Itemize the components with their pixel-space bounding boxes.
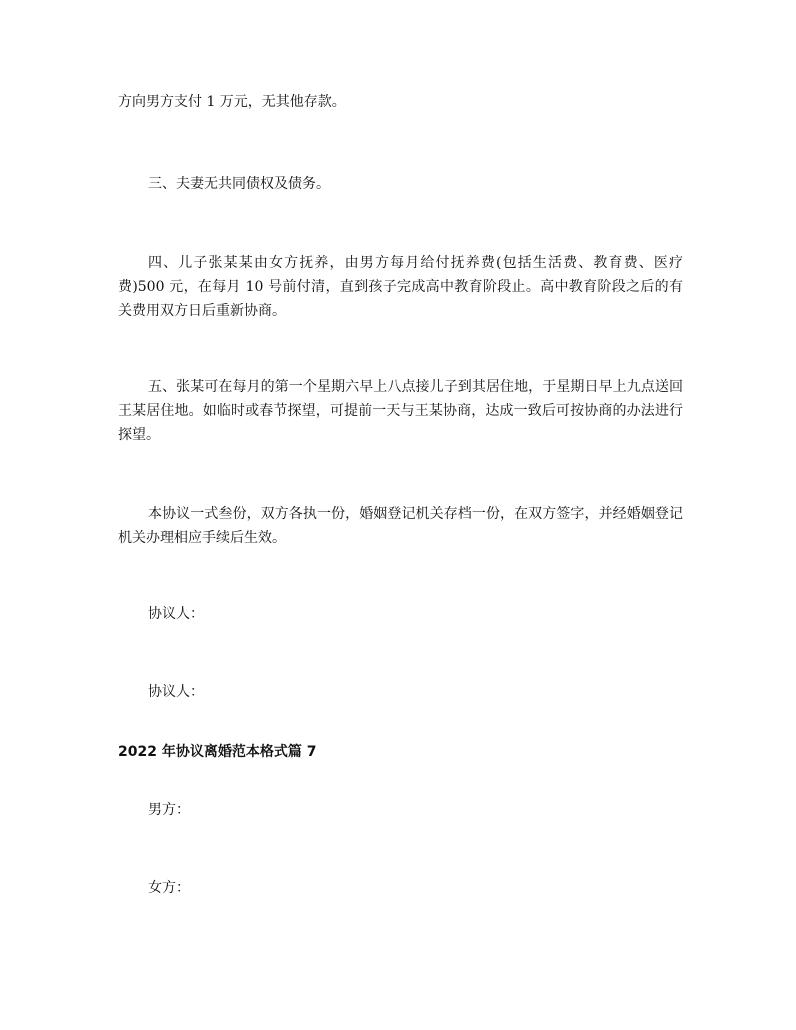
female-party-label: 女方： — [148, 880, 190, 896]
paragraph-clause-five: 五、张某可在每月的第一个星期六早上八点接儿子到其居住地，于星期日早上九点送回王某居住地。如临时或春节探望，可提前一天与王某协商，达成一致后可按协商的办法进行探望。 — [118, 379, 683, 443]
paragraph-clause-three: 三、夫妻无共同债权及债务。 — [148, 176, 330, 192]
signer-label-2: 协议人： — [148, 684, 204, 700]
paragraph-continuation: 方向男方支付 1 万元，无其他存款。 — [118, 94, 346, 110]
male-party-label: 男方： — [148, 802, 190, 818]
paragraph-clause-four: 四、儿子张某某由女方抚养，由男方每月给付抚养费(包括生活费、教育费、医疗费)500 元，在每月 10 号前付清，直到孩子完成高中教育阶段止。高中教育阶段之后的有关费用双方日后重新协商。 — [118, 255, 683, 319]
section-heading: 2022 年协议离婚范本格式篇 7 — [118, 744, 317, 760]
signer-label-1: 协议人： — [148, 606, 204, 622]
paragraph-agreement-terms: 本协议一式叁份，双方各执一份，婚姻登记机关存档一份，在双方签字，并经婚姻登记机关办理相应手续后生效。 — [118, 506, 683, 546]
